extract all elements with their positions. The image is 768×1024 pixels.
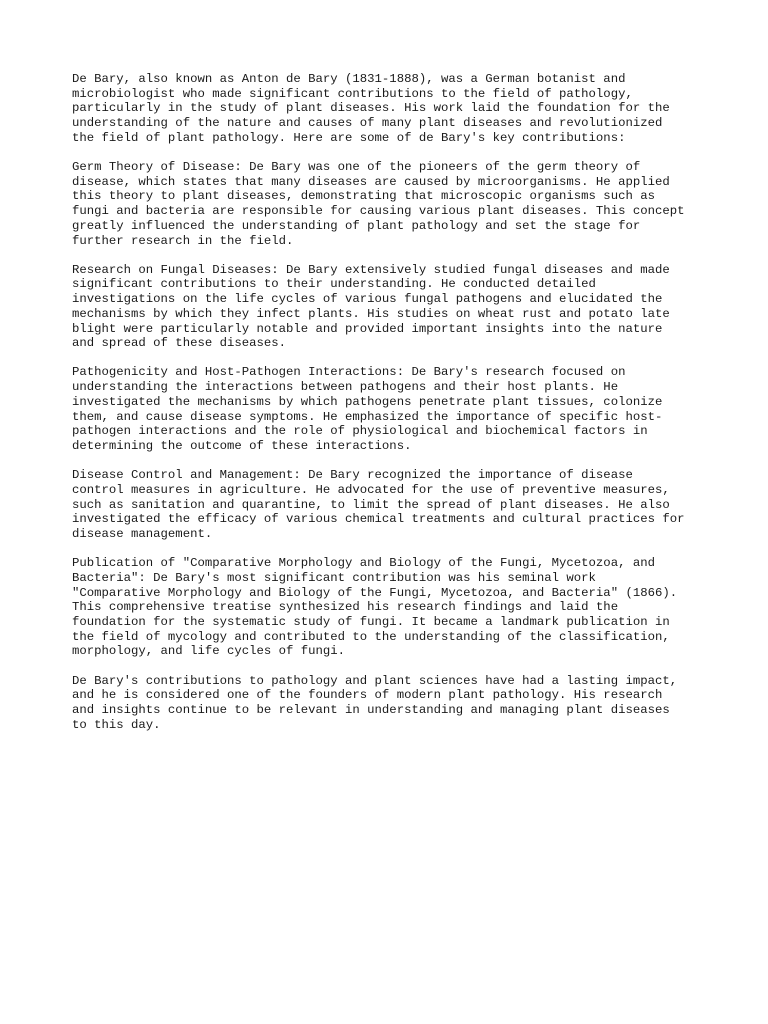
paragraph-intro: De Bary, also known as Anton de Bary (1831-1888), was a German botanist and microbiologist who made significant contributions to the field of pathology, particularly in the study of plant diseases. His work laid the foundation for the understanding of the nature and causes of many plant diseases and revolutionized the field of plant pathology. Here are some of de Bary's key contributions: — [72, 72, 670, 145]
paragraph-disease-control: Disease Control and Management: De Bary recognized the importance of disease control measures in agriculture. He advocated for the use of preventive measures, such as sanitation and quarantine, to limit the spread of plant diseases. He also investigated the efficacy of various chemical treatments and cultural practices for disease management. — [72, 468, 685, 541]
paragraph-fungal-diseases: Research on Fungal Diseases: De Bary extensively studied fungal diseases and made significant contributions to their understanding. He conducted detailed investigations on the life cycles of various fungal pathogens and elucidated the mechanisms by which they infect plants. His studies on wheat rust and potato late blight were particularly notable and provided important insights into the nature and spread of these diseases. — [72, 262, 670, 351]
document-body — [72, 72, 712, 747]
paragraph-germ-theory: Germ Theory of Disease: De Bary was one of the pioneers of the germ theory of disease, which states that many diseases are caused by microorganisms. He applied this theory to plant diseases, demonstrating that microscopic organisms such as fungi and bacteria are responsible for causing various plant diseases. This concept greatly influenced the understanding of plant pathology and set the stage for further research in the field. — [72, 160, 685, 248]
paragraph-conclusion: De Bary's contributions to pathology and plant sciences have had a lasting impact, and he is considered one of the founders of modern plant pathology. His research and insights continue to be relevant in understanding and managing plant diseases to this day. — [72, 673, 678, 732]
paragraph-host-pathogen: Pathogenicity and Host-Pathogen Interactions: De Bary's research focused on understanding the interactions between pathogens and their host plants. He investigated the mechanisms by which pathogens penetrate plant tissues, colonize them, and cause disease symptoms. He emphasized the importance of specific host- pathogen interactions and the role of physiological and biochemical factors in determining the outcome of these interactions. — [72, 365, 663, 453]
paragraph-publication: Publication of "Comparative Morphology and Biology of the Fungi, Mycetozoa, and Bacteria": De Bary's most significant contribution was his seminal work "Comparative Morphology and Biology of the Fungi, Mycetozoa, and Bacteria" (1866). This comprehensive treatise synthesized his research findings and laid the foundation for the systematic study of fungi. It became a landmark publication in the field of mycology and contributed to the understanding of the classification, morphology, and life cycles of fungi. — [72, 556, 678, 659]
